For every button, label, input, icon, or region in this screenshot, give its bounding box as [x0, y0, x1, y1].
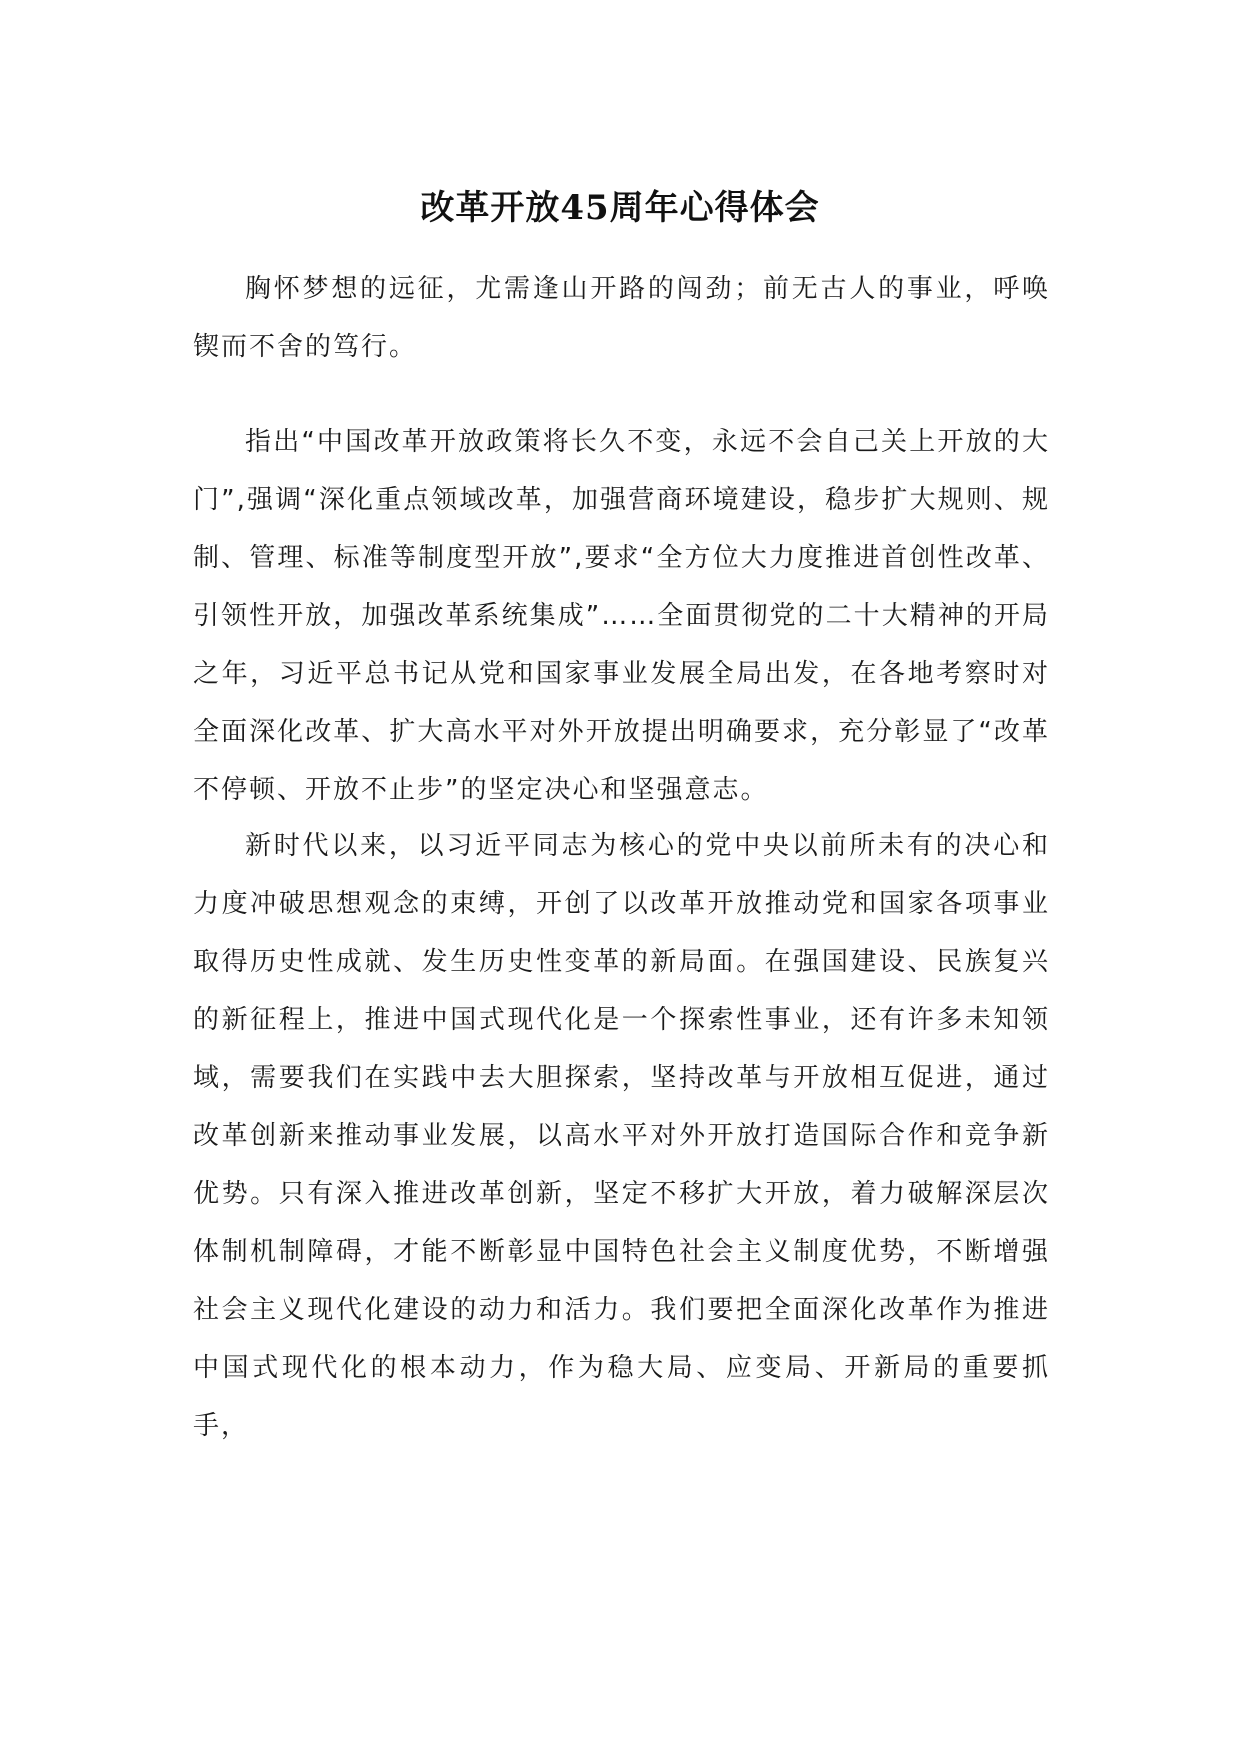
paragraph-1: 胸怀梦想的远征，尤需逢山开路的闯劲；前无古人的事业，呼唤锲而不舍的笃行。 [193, 274, 1050, 362]
document-title: 改革开放45周年心得体会 [420, 188, 820, 228]
paragraph-2: 指出“中国改革开放政策将长久不变，永远不会自己关上开放的大门”,强调“深化重点领域改革，加强营商环境建设，稳步扩大规则、规制、管理、标准等制度型开放”,要求“全方位大力度推进首创性改革、引领性开放，加强改革系统集成”……全面贯彻党的二十大精神的开局之年，习近平总书记从党和国家事业发展全局出发，在各地考察时对全面深化改革、扩大高水平对外开放提出明确要求，充分彰显了“改革不停顿、开放不止步”的坚定决心和坚强意志。 [193, 427, 1050, 805]
paragraph-3: 新时代以来，以习近平同志为核心的党中央以前所未有的决心和力度冲破思想观念的束缚，开创了以改革开放推动党和国家各项事业取得历史性成就、发生历史性变革的新局面。在强国建设、民族复兴的新征程上，推进中国式现代化是一个探索性事业，还有许多未知领域，需要我们在实践中去大胆探索，坚持改革与开放相互促进，通过改革创新来推动事业发展，以高水平对外开放打造国际合作和竞争新优势。只有深入推进改革创新，坚定不移扩大开放，着力破解深层次体制机制障碍，才能不断彰显中国特色社会主义制度优势，不断增强社会主义现代化建设的动力和活力。我们要把全面深化改革作为推进中国式现代化的根本动力，作为稳大局、应变局、开新局的重要抓手， [193, 831, 1050, 1441]
